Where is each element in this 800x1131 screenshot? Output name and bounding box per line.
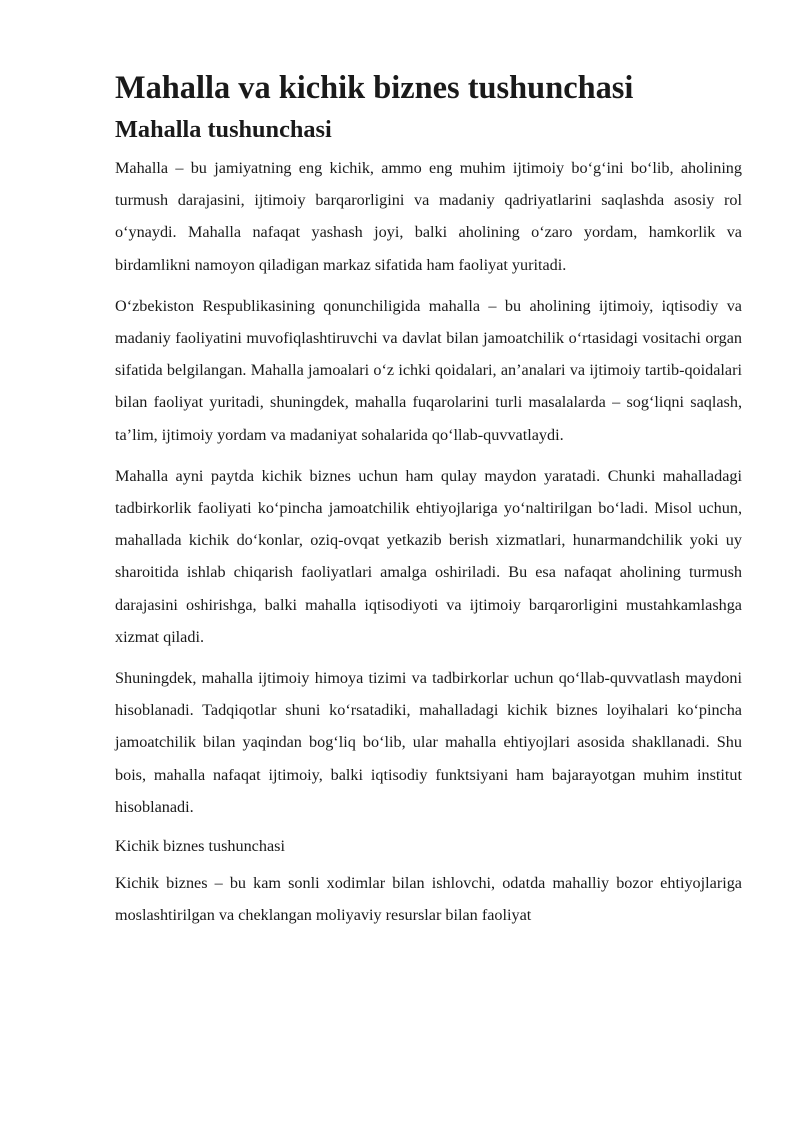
document-body <box>115 70 742 940</box>
section-heading-mahalla: Mahalla tushunchasi <box>115 116 332 143</box>
paragraph-mahalla-small-business: Mahalla ayni paytda kichik biznes uchun ham qulay maydon yaratadi. Chunki mahalladagi tadbirkorlik faoliyati ko‘pincha jamoatchilik ehtiyojlariga yo‘naltirilgan bo‘ladi. Misol uchun, mahallada kichik do‘konlar, oziq-ovqat yetkazib berish xizmatlari, hunarmandchilik yoki uy sharoitida ishlab chiqarish faoliyatlari amalga oshiriladi. Bu esa nafaqat aholining turmush darajasini oshirishga, balki mahalla iqtisodiyoti va ijtimoiy barqarorligini mustahkamlashga xizmat qiladi. <box>115 466 742 646</box>
paragraph-kichik-biznes-definition: Kichik biznes – bu kam sonli xodimlar bilan ishlovchi, odatda mahalliy bozor ehtiyojlariga moslashtirilgan va cheklangan moliyaviy resurslar bilan faoliyat <box>115 874 742 925</box>
section-heading-kichik-biznes: Kichik biznes tushunchasi <box>115 837 285 856</box>
document-title: Mahalla va kichik biznes tushunchasi <box>115 70 634 106</box>
paragraph-mahalla-legislation: O‘zbekiston Respublikasining qonunchiligida mahalla – bu aholining ijtimoiy, iqtisodiy va madaniy faoliyatini muvofiqlashtiruvchi va davlat bilan jamoatchilik o‘rtasidagi vositachi organ sifatida belgilangan. Mahalla jamoalari o‘z ichki qoidalari, an’analari va ijtimoiy tartib-qoidalari bilan faoliyat yuritadi, shuningdek, mahalla fuqarolarini turli masalalarda – sog‘liqni saqlash, ta’lim, ijtimoiy yordam va madaniyat sohalarida qo‘llab-quvvatlaydi. <box>115 296 742 444</box>
paragraph-mahalla-social-protection: Shuningdek, mahalla ijtimoiy himoya tizimi va tadbirkorlar uchun qo‘llab-quvvatlash maydoni hisoblanadi. Tadqiqotlar shuni ko‘rsatadiki, mahalladagi kichik biznes loyihalari ko‘pincha jamoatchilik bilan yaqindan bog‘liq bo‘lib, ular mahalla ehtiyojlari asosida shakllanadi. Shu bois, mahalla nafaqat ijtimoiy, balki iqtisodiy funktsiyani ham bajarayotgan muhim institut hisoblanadi. <box>115 669 742 816</box>
paragraph-mahalla-definition: Mahalla – bu jamiyatning eng kichik, ammo eng muhim ijtimoiy bo‘g‘ini bo‘lib, aholining turmush darajasini, ijtimoiy barqarorligini va madaniy qadriyatlarini saqlashda asosiy rol o‘ynaydi. Mahalla nafaqat yashash joyi, balki aholining o‘zaro yordam, hamkorlik va birdamlikni namoyon qiladigan markaz sifatida ham faoliyat yuritadi. <box>115 159 742 274</box>
